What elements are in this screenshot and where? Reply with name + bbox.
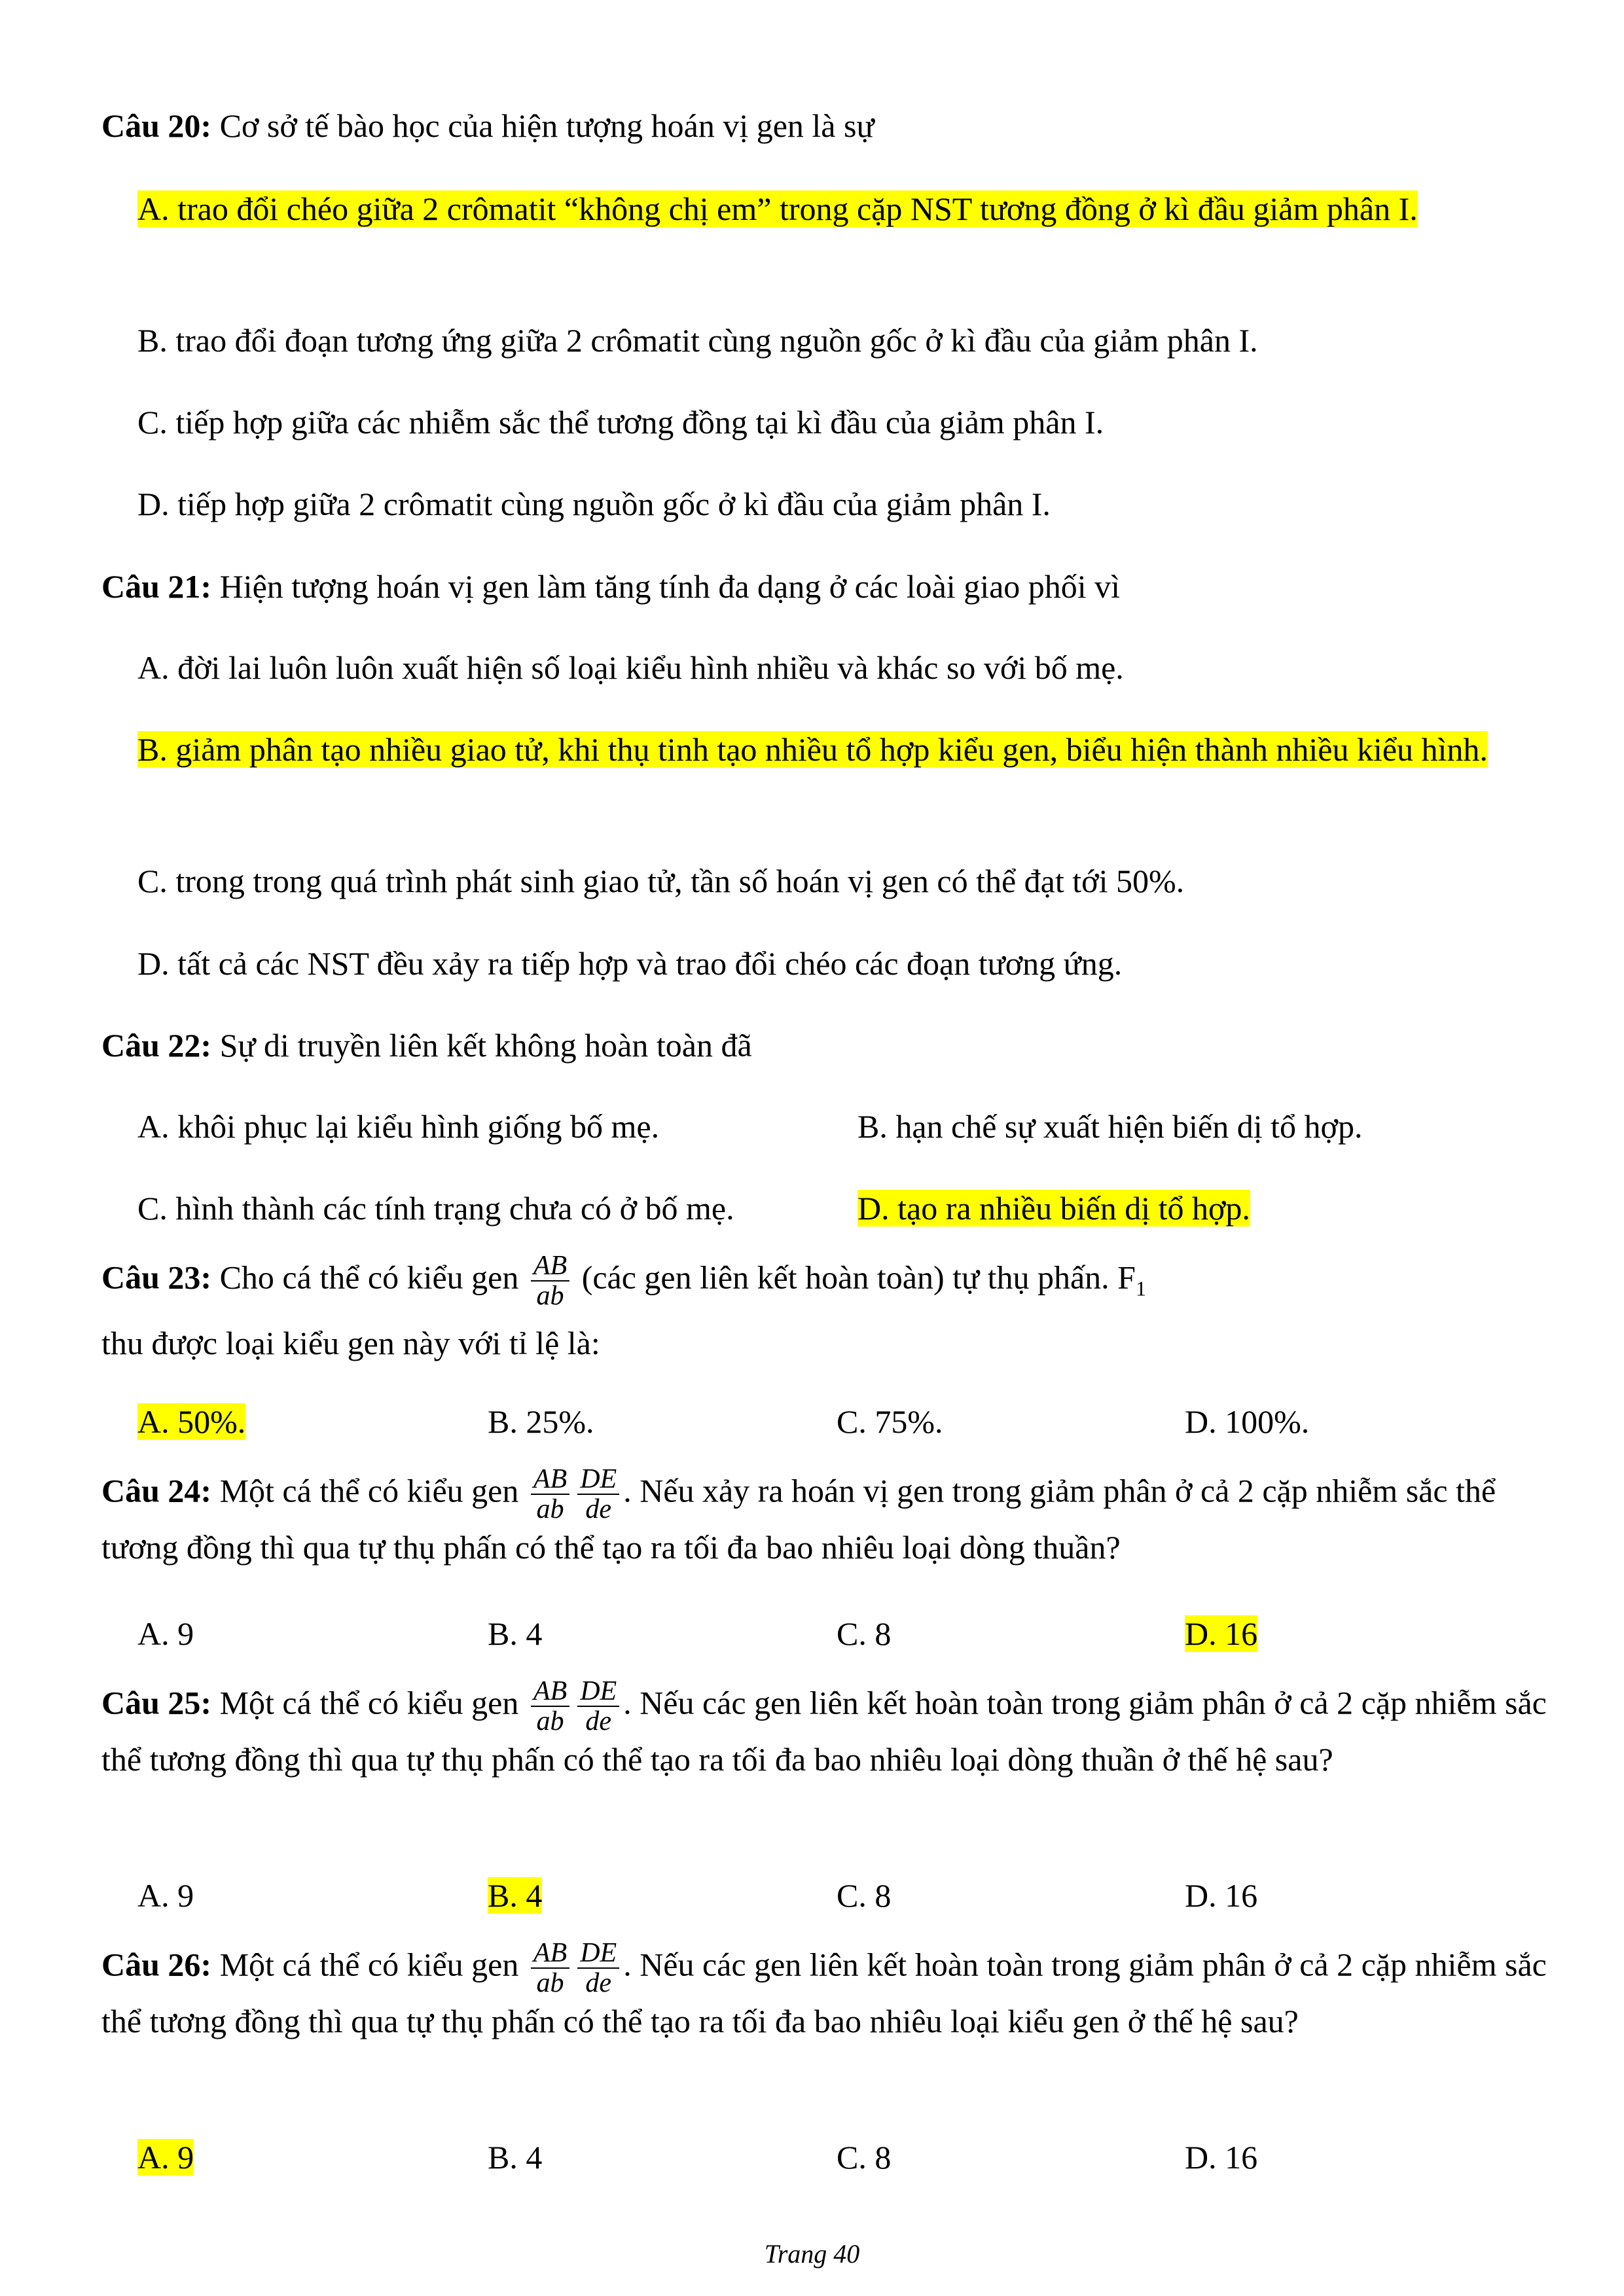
question-23 [101,1251,1548,1310]
option-23-a [137,1402,245,1441]
fraction-numerator: DE [577,1465,619,1495]
correct-answer-highlight: D. 16 [1185,1615,1258,1652]
fraction-numerator: AB [531,1251,569,1282]
option-20-b: B. trao đổi đoạn tương ứng giữa 2 crômatit cùng nguồn gốc ở kì đầu của giảm phân I. [137,322,1258,359]
fraction-denominator: ab [536,1281,564,1312]
option-23-c: C. 75%. [837,1403,943,1440]
option-25-d: D. 16 [1185,1877,1258,1914]
question-label: Câu 21: [101,568,212,605]
option-25-a: A. 9 [137,1877,194,1914]
question-23-line2 [101,1323,1548,1363]
question-20 [101,106,1548,145]
option-26-d: D. 16 [1185,2139,1258,2176]
genotype-fraction-de [577,1677,619,1736]
question-24 [101,1465,1548,1571]
option-20-d: D. tiếp hợp giữa 2 crômatit cùng nguồn gốc ở kì đầu của giảm phân I. [137,486,1051,522]
option-22-c: C. hình thành các tính trạng chưa có ở bố mẹ. [137,1190,734,1227]
option-21-d: D. tất cả các NST đều xảy ra tiếp hợp và trao đổi chéo các đoạn tương ứng. [137,945,1123,982]
option-22-a: A. khôi phục lại kiểu hình giống bố mẹ. [137,1108,660,1145]
fraction-numerator: AB [531,1465,569,1495]
option-25-c: C. 8 [837,1877,892,1914]
option-23-d: D. 100%. [1185,1403,1310,1440]
option-24-b: B. 4 [488,1615,543,1652]
genotype-fraction-ab [531,1465,569,1524]
question-text-line2: thu được loại kiểu gen này với tỉ lệ là: [101,1325,600,1361]
fraction-denominator: ab [536,1706,564,1737]
question-text: Một cá thể có kiểu gen [211,1684,519,1721]
question-label: Câu 22: [101,1027,212,1064]
fraction-numerator: DE [577,1939,619,1969]
fraction-numerator: DE [577,1677,619,1707]
option-21-c: C. trong trong quá trình phát sinh giao tử, tần số hoán vị gen có thể đạt tới 50%. [137,863,1185,899]
fraction-denominator: ab [536,1494,564,1525]
genotype-fraction-ab [531,1677,569,1736]
genotype-fraction-ab [531,1939,569,1998]
question-label: Câu 24: [101,1472,212,1509]
fraction-denominator: de [585,1706,612,1737]
option-24-c: C. 8 [837,1615,892,1652]
option-25-b [488,1876,542,1915]
page-number-footer: Trang 40 [764,2239,860,2269]
question-label: Câu 20: [101,107,212,144]
question-26 [101,1939,1548,2045]
option-20-a [101,185,1548,233]
correct-answer-highlight: B. 4 [488,1877,543,1914]
question-text: Sự di truyền liên kết không hoàn toàn đã [211,1027,752,1064]
option-20-c: C. tiếp hợp giữa các nhiễm sắc thể tương đồng tại kì đầu của giảm phân I. [137,404,1104,440]
subscript: 1 [1135,1276,1146,1300]
option-24-a: A. 9 [137,1615,194,1652]
question-21 [101,567,1548,606]
question-label: Câu 26: [101,1946,212,1983]
option-21-b [101,726,1548,774]
option-23-b: B. 25%. [488,1403,594,1440]
correct-answer-highlight: A. 50%. [137,1403,246,1440]
genotype-fraction-de [577,1939,619,1998]
question-text-cont: (các gen liên kết hoàn toàn) tự thụ phấn. F [581,1259,1136,1296]
question-text: Cơ sở tế bào học của hiện tượng hoán vị gen là sự [211,107,875,144]
question-text-cont: . Nếu các gen liên kết hoàn toàn trong giảm phân ở cả 2 cặp nhiễm sắc thể tương đồng thì qua tự thụ phấn có thể tạo ra tối đa bao nhiêu loại kiểu gen ở thế hệ sau? [101,1946,1547,2040]
option-24-d [1185,1614,1257,1653]
question-text: Một cá thể có kiểu gen [211,1472,519,1509]
fraction-denominator: de [585,1494,612,1525]
question-25 [101,1677,1548,1783]
question-text: Hiện tượng hoán vị gen làm tăng tính đa dạng ở các loài giao phối vì [211,568,1121,605]
question-text: Cho cá thể có kiểu gen [211,1259,519,1296]
question-label: Câu 25: [101,1684,212,1721]
question-22 [101,1026,1548,1065]
option-21-a: A. đời lai luôn luôn xuất hiện số loại kiểu hình nhiều và khác so với bố mẹ. [137,649,1124,686]
option-26-a [137,2138,194,2177]
fraction-numerator: AB [531,1939,569,1969]
question-text-cont: . Nếu các gen liên kết hoàn toàn trong giảm phân ở cả 2 cặp nhiễm sắc thể tương đồng thì qua tự thụ phấn có thể tạo ra tối đa bao nhiêu loại dòng thuần ở thế hệ sau? [101,1684,1547,1778]
correct-answer-highlight: A. 9 [137,2139,194,2176]
fraction-numerator: AB [531,1677,569,1707]
fraction-denominator: ab [536,1968,564,1999]
option-22-d [857,1189,1250,1228]
fraction-denominator: de [585,1968,612,1999]
genotype-fraction-ab [531,1251,569,1310]
genotype-fraction-de [577,1465,619,1524]
correct-answer-highlight: A. trao đổi chéo giữa 2 crômatit “không chị em” trong cặp NST tương đồng ở kì đầu giảm phân I. [137,190,1418,227]
option-22-b: B. hạn chế sự xuất hiện biến dị tổ hợp. [857,1108,1363,1145]
correct-answer-highlight: D. tạo ra nhiều biến dị tổ hợp. [857,1190,1250,1227]
option-26-b: B. 4 [488,2139,543,2176]
question-text: Một cá thể có kiểu gen [211,1946,519,1983]
correct-answer-highlight: B. giảm phân tạo nhiều giao tử, khi thụ tinh tạo nhiều tổ hợp kiểu gen, biểu hiện thành nhiều kiểu hình. [137,731,1488,768]
question-text-cont: . Nếu xảy ra hoán vị gen trong giảm phân ở cả 2 cặp nhiễm sắc thể tương đồng thì qua tự thụ phấn có thể tạo ra tối đa bao nhiêu loại dòng thuần? [101,1472,1496,1566]
option-26-c: C. 8 [837,2139,892,2176]
question-label: Câu 23: [101,1259,212,1296]
